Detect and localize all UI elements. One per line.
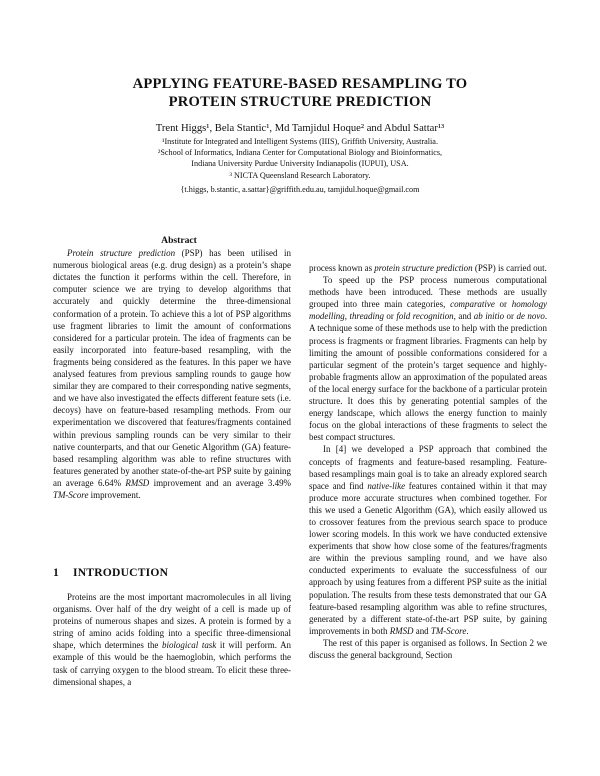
intro-paragraph-1: Proteins are the most important macromolecules in all living organisms. Over half of the dry weight of a cell is made up of proteins of numerous shapes and sizes. A protein is formed by a string of amino acids folding into a specific three-dimensional shape, which determines the biological task it will perform. An example of this would be the haemoglobin, which performs the task of carrying oxygen to the blood stream. To elicit these three-dimensional shapes, a — [53, 592, 291, 687]
affiliation-2: ²School of Informatics, Indiana Center for Computational Biology and Bioinformatics, — [157, 148, 443, 158]
affiliation-1: ¹Institute for Integrated and Intelligent Systems (IIIS), Griffith University, Australia. — [162, 137, 438, 146]
right-paragraph-1: process known as protein structure prediction (PSP) is carried out. — [309, 263, 547, 273]
right-paragraph-2: To speed up the PSP process numerous computational methods have been introduced. These methods are usually grouped into three main categories, comparative or homology modelling, threading or fold recognition, and ab initio or de novo. A technique some of these methods use to help with the prediction process is fragments or fragment libraries. Fragments can help by limiting the amount of possible conformations considered for a particular segment of the protein’s target sequence and highly-probable fragments allow an approximation of the populated areas of the local energy surface for the backbone of a particular protein structure. It does this by generating potential samples of the energy landscape, which allows the energy function to mainly focus on the global interactions of these fragments to select the best compact structures. — [309, 275, 548, 443]
abstract-text: Protein structure prediction (PSP) has been utilised in numerous biological areas (e.g. drug design) as a protein’s shape dictates the function it performs within the cell. Therefore, in computer science we are trying to develop algorithms that accurately and quickly determine the three-dimensional conformation of a protein. To achieve this a lot of PSP algorithms use fragment libraries to limit the amount of conformations considered for a particular protein. The idea of fragments can be easily incorporated into feature-based resampling, with the fragments being considered as the features. In this paper we have analysed features from previous sampling rounds to gauge how similar they are compared to their corresponding native segments, and we have also investigated the effects different feature sets (i.e. decoys) have on feature-based resampling methods. From our experimentation we discovered that features/fragments contained within previous sampling rounds can be very similar to their native counterparts, and that our Genetic Algorithm (GA) feature-based resampling algorithm was able to refine structures with features generated by another state-of-the-art PSP suite by gaining an average 6.64% RMSD improvement and an average 3.49% TM-Score improvement. — [53, 248, 291, 500]
section-title: INTRODUCTION — [73, 566, 169, 579]
title-line-1: APPLYING FEATURE-BASED RESAMPLING TO — [132, 76, 468, 92]
author-emails: {t.higgs, b.stantic, a.sattar}@griffith.edu.au, tamjidul.hoque@gmail.com — [180, 184, 420, 194]
intro-left-column — [53, 591, 291, 688]
right-column — [309, 262, 547, 661]
section-number: 1 — [53, 566, 59, 579]
title-line-2: PROTEIN STRUCTURE PREDICTION — [168, 94, 432, 110]
affiliation-2-cont: Indiana University Purdue University Indianapolis (IUPUI), USA. — [191, 159, 409, 169]
section-heading — [53, 566, 182, 579]
author-block — [40, 122, 560, 195]
abstract-heading: Abstract — [161, 235, 197, 246]
right-paragraph-4: The rest of this paper is organised as follows. In Section 2 we discuss the general background, Section — [309, 637, 547, 660]
right-paragraph-3: In [4] we developed a PSP approach that combined the concepts of fragments and feature-based resampling. Feature-based resamplings main goal is to take an already explored search space and find native-like features contained within it that may produce more accurate structures when combined together. For this we used a Genetic Algorithm (GA), which easily allowed us to crossover features from the previous search space to produce lower scoring models. In this work we have conducted extensive experiments that show how close some of the features/fragments are within the previous sampling round, and we have also conducted experiments to evaluate the successfulness of our approach by using features from a different PSP suite as the initial population. The results from these tests demonstrated that our GA feature-based resampling algorithm was able to refine structures, generated by a different state-of-the-art PSP suite, by gaining improvements in both RMSD and TM-Score. — [309, 444, 548, 636]
author-names: Trent Higgs¹, Bela Stantic¹, Md Tamjidul Hoque² and Abdul Sattar¹³ — [155, 123, 445, 134]
affiliation-3: ³ NICTA Queensland Research Laboratory. — [229, 170, 371, 180]
abstract-column — [53, 235, 291, 501]
paper-title — [60, 75, 540, 111]
